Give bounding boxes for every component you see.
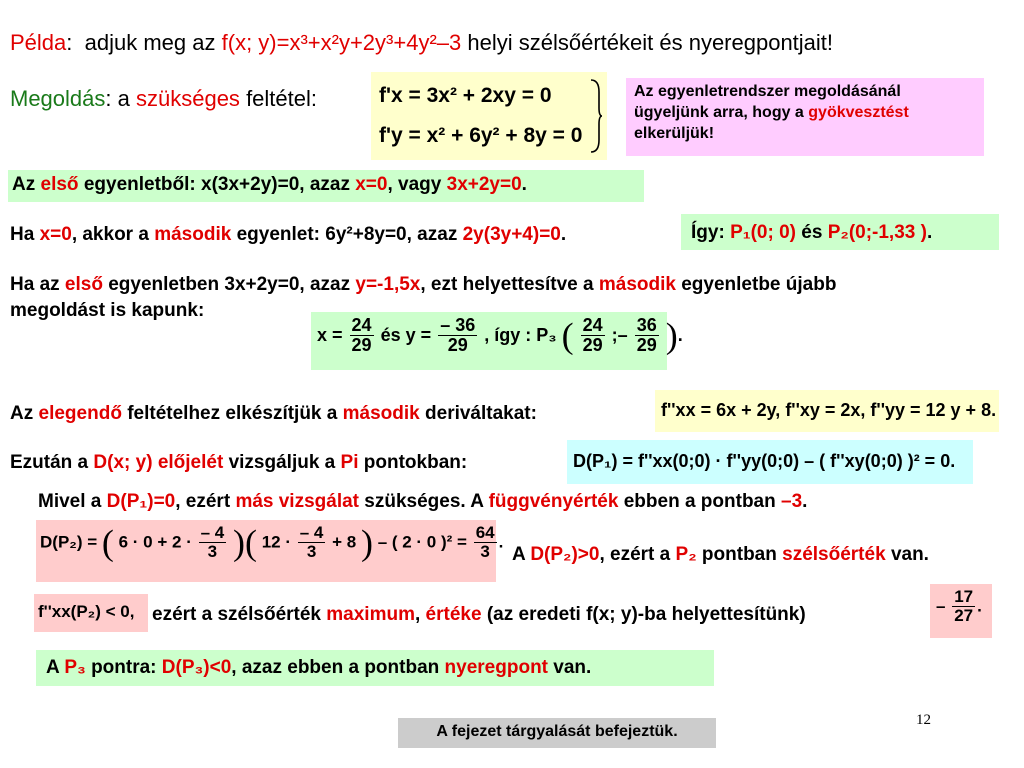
gyokvesztest-word: gyökvesztést xyxy=(808,103,909,121)
equation-system-box xyxy=(371,72,607,160)
dp2-part-3: + 8 xyxy=(332,532,357,552)
line3-masodik: második xyxy=(598,274,676,295)
line8-erteke: értéke xyxy=(425,604,482,625)
line7-text-2: , ezért a xyxy=(599,544,671,565)
title-text-2: helyi szélsőértékeit és nyeregpontjait! xyxy=(467,30,834,55)
line2-text-1: Ha xyxy=(10,224,35,245)
dp2-part-2: 12 · xyxy=(261,532,291,552)
line4-elegendo: elegendő xyxy=(38,403,122,424)
igy-word: Így: xyxy=(691,222,725,243)
line4-masodik: második xyxy=(342,403,420,424)
footer-box: A fejezet tárgyalását befejeztük. xyxy=(398,718,716,748)
p3line-text-2: pontra: xyxy=(91,657,157,678)
line7-sz: szélsőérték xyxy=(782,544,886,565)
line6-dp1: D(P₁)=0 xyxy=(106,491,176,512)
line2-x0: x=0 xyxy=(39,224,72,245)
line7-text-3: pontban xyxy=(701,544,777,565)
equation-1: f'x = 3x² + 2xy = 0 xyxy=(379,84,552,107)
dp2-den-3: 3 xyxy=(480,541,490,561)
dp2-den-2: 3 xyxy=(306,541,317,561)
line5-text-2: vizsgáljuk a xyxy=(228,452,336,473)
line5-text-3: pontokban: xyxy=(363,452,468,473)
line3-yexpr: y=-1,5x xyxy=(355,274,421,295)
dp2-den-1: 3 xyxy=(207,541,218,561)
fxx-p2-box: f''xx(P₂) < 0, xyxy=(34,594,148,632)
megoldas-line xyxy=(10,86,317,112)
line5-pi: Pi xyxy=(340,452,359,473)
megoldas-text-2: feltétel: xyxy=(246,86,317,111)
y-den: 29 xyxy=(447,334,468,355)
line1-expr: 3x+2y=0 xyxy=(446,174,522,195)
third-line-cont: megoldást is kapunk: xyxy=(10,300,205,321)
p3line-dp3: D(P₃)<0 xyxy=(161,657,232,678)
max-minus: – xyxy=(936,596,946,616)
dp2-fraction-1 xyxy=(199,524,227,561)
dp2-paren-2l: ( xyxy=(244,522,257,563)
p3line-text-4: van. xyxy=(553,657,592,678)
d-p2-expression xyxy=(40,524,503,561)
line1-x0: x=0 xyxy=(355,174,388,195)
p3-num-2: 36 xyxy=(636,315,657,335)
line2-text-2: , akkor a xyxy=(71,224,149,245)
p3line-p3: P₃ xyxy=(64,657,86,678)
dp2-end: . xyxy=(498,532,504,552)
pelda-colon: : xyxy=(66,30,73,55)
d-formula-box: D(P₁) = f''xx(0;0) · f''yy(0;0) – ( f''xy(0;0) )² = 0. xyxy=(567,440,973,484)
line6-text-1: Mivel a xyxy=(38,491,102,512)
point-p3-box xyxy=(311,312,683,370)
y-num: – 36 xyxy=(440,315,476,335)
line5-elojelet: előjelét xyxy=(157,452,224,473)
note-text-2: elkerüljük! xyxy=(634,124,715,142)
line8-text-2: (az eredeti f(x; y)-ba helyettesítünk) xyxy=(486,604,806,625)
fourth-line xyxy=(10,403,537,425)
p3-den-2: 29 xyxy=(636,334,657,355)
line8-text-1: ezért a szélsőérték xyxy=(152,604,321,625)
x-num: 24 xyxy=(351,315,372,335)
fifth-line xyxy=(10,452,467,474)
p3-es: és xyxy=(380,324,401,345)
title-line xyxy=(10,30,833,56)
dp2-paren-1r: ) xyxy=(232,522,245,563)
megoldas-word: Megoldás xyxy=(10,86,106,111)
megoldas-text-1: : a xyxy=(105,86,130,111)
dp2-fraction-2 xyxy=(298,524,326,561)
max-num: 17 xyxy=(954,587,974,606)
warning-note-box xyxy=(626,78,984,156)
line3-text-1: Ha az xyxy=(10,274,60,295)
x-den: 29 xyxy=(351,334,372,355)
line2-masodik: második xyxy=(154,224,232,245)
line7-p2: P₂ xyxy=(675,544,697,565)
paren-left: ( xyxy=(561,315,574,356)
line2-dot: . xyxy=(926,222,933,243)
dp2-num-1: – 4 xyxy=(200,523,225,542)
p3-semicolon: ;– xyxy=(611,324,628,345)
dp2-num-2: – 4 xyxy=(299,523,324,542)
line6-text-4: ebben a pontban xyxy=(623,491,776,512)
szukseges-word: szükséges xyxy=(135,86,240,111)
max-value-box xyxy=(930,584,992,638)
line1-elso: első xyxy=(40,174,79,195)
p3-end: . xyxy=(677,324,683,345)
first-equation-line xyxy=(8,170,644,202)
dp2-part-4: – ( 2 · 0 )² = xyxy=(377,532,467,552)
points-p1-p2-box xyxy=(681,214,999,250)
p3-conclusion-box xyxy=(36,650,714,686)
line6-mas: más vizsgálat xyxy=(235,491,360,512)
line3-text-3: , ezt helyettesítve a xyxy=(420,274,594,295)
p3-fraction-1 xyxy=(581,316,605,355)
line6-val: –3 xyxy=(781,491,803,512)
p3-fraction-2 xyxy=(635,316,659,355)
p3-igy: , így : P₃ xyxy=(484,324,557,345)
paren-right: ) xyxy=(665,315,678,356)
p3-den-1: 29 xyxy=(582,334,603,355)
line4-text-3: deriváltakat: xyxy=(425,403,537,424)
y-equals: y = xyxy=(405,324,432,345)
es-word: és xyxy=(801,222,823,243)
max-fraction xyxy=(952,588,975,625)
sixth-line xyxy=(38,491,807,513)
dp2-num-3: 64 xyxy=(475,523,495,542)
dp2-paren-1l: ( xyxy=(101,522,114,563)
note-text-1: Az egyenletrendszer megoldásánál ügyeljünk arra, hogy a xyxy=(634,83,901,121)
line5-text-1: Ezután a xyxy=(10,452,89,473)
line1-text-3: , vagy xyxy=(387,174,442,195)
line2-text-4: . xyxy=(560,224,567,245)
page-number: 12 xyxy=(916,712,931,728)
title-text-1: adjuk meg az xyxy=(84,30,216,55)
d-p2-box xyxy=(36,520,504,582)
line1-text-1: Az xyxy=(12,174,36,195)
p3-expression xyxy=(317,316,683,355)
line8-maximum: maximum xyxy=(326,604,415,625)
point-p1: P₁(0; 0) xyxy=(730,222,796,243)
p3line-nyeregpont: nyeregpont xyxy=(444,657,548,678)
line4-text-1: Az xyxy=(10,403,34,424)
x-equals: x = xyxy=(317,324,343,345)
line6-text-3: szükséges. A xyxy=(364,491,484,512)
equation-2: f'y = x² + 6y² + 8y = 0 xyxy=(379,124,583,147)
max-value-expression xyxy=(936,588,982,625)
line7-text-4: van. xyxy=(890,544,929,565)
line5-dxy: D(x; y) xyxy=(93,452,153,473)
line3-text-4: egyenletbe újabb xyxy=(681,274,837,295)
point-p2: P₂(0;-1,33 ) xyxy=(827,222,927,243)
second-derivatives-box: f''xx = 6x + 2y, f''xy = 2x, f''yy = 12 y + 8. xyxy=(655,390,999,432)
y-fraction xyxy=(438,316,477,355)
second-equation-line xyxy=(10,224,566,246)
max-dot: . xyxy=(977,596,982,616)
line6-fgv: függvényérték xyxy=(488,491,619,512)
dp2-part-1: 6 · 0 + 2 · xyxy=(118,532,192,552)
line6-text-2: , ezért xyxy=(175,491,231,512)
line7-text-1: A xyxy=(512,544,526,565)
third-line xyxy=(10,274,836,296)
max-den: 27 xyxy=(954,605,974,625)
p3line-text-3: , azaz ebben a pontban xyxy=(231,657,440,678)
line8-comma: , xyxy=(414,604,421,625)
pelda-word: Példa xyxy=(10,30,67,55)
line1-text-2: egyenletből: x(3x+2y)=0, azaz xyxy=(83,174,350,195)
x-fraction xyxy=(350,316,374,355)
eighth-line xyxy=(152,604,806,626)
line6-text-5: . xyxy=(802,491,808,512)
dp2-fraction-3 xyxy=(474,524,497,561)
p3-num-1: 24 xyxy=(582,315,603,335)
title-function: f(x; y)=x³+x²y+2y³+4y²–3 xyxy=(221,30,462,55)
dp2-lhs: D(P₂) = xyxy=(40,532,98,552)
seventh-line xyxy=(512,544,929,566)
line2-text-3: egyenlet: 6y²+8y=0, azaz xyxy=(236,224,458,245)
p3line-text-1: A xyxy=(46,657,60,678)
line1-text-4: . xyxy=(521,174,527,195)
line3-text-2: egyenletben 3x+2y=0, azaz xyxy=(108,274,351,295)
brace-right-icon xyxy=(589,78,603,154)
line3-elso: első xyxy=(64,274,103,295)
line2-expr: 2y(3y+4)=0 xyxy=(462,224,561,245)
line4-text-2: feltételhez elkészítjük a xyxy=(127,403,338,424)
dp2-paren-2r: ) xyxy=(360,522,373,563)
line7-dp2: D(P₂)>0 xyxy=(530,544,600,565)
